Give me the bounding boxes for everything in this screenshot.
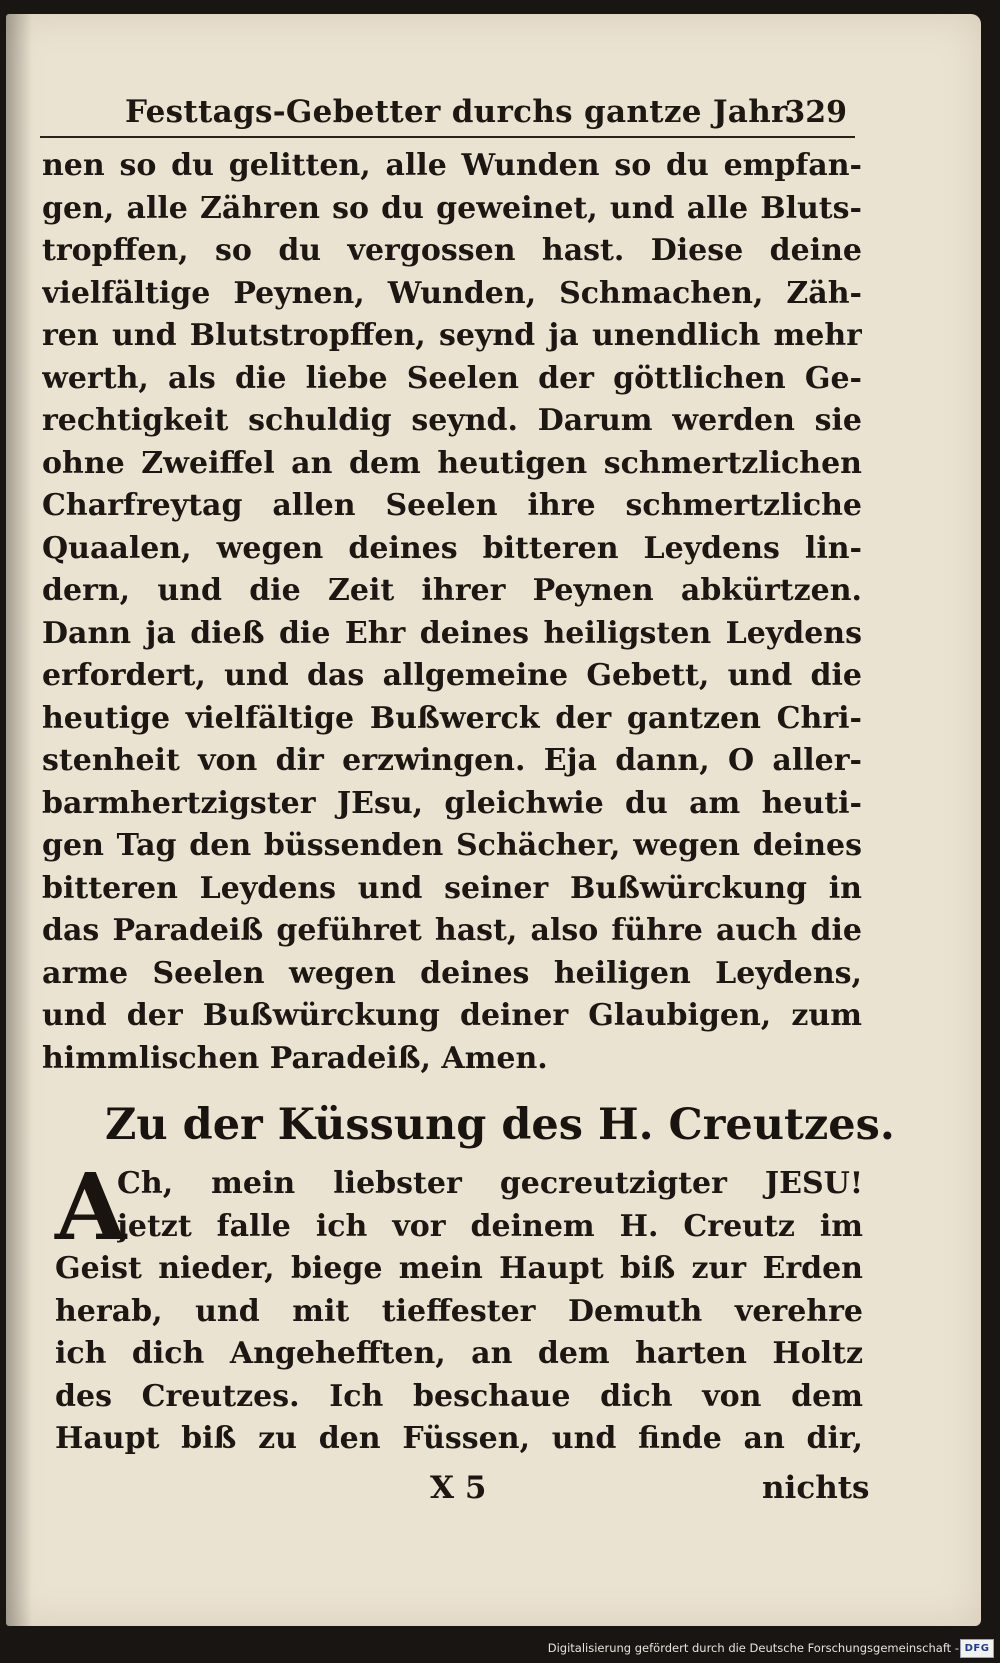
text-line: und der Bußwürckung deiner Glaubigen, zum bbox=[42, 998, 862, 1033]
text-line: tropffen, so du vergossen hast. Diese deine bbox=[42, 233, 862, 268]
text-line: Dann ja dieß die Ehr deines heiligsten Leydens bbox=[42, 615, 862, 651]
text-line: Haupt biß zu den Füssen, und finde an dir, bbox=[55, 1421, 863, 1456]
text-line: barmhertzigster JEsu, gleichwie du am heuti- bbox=[42, 785, 862, 821]
page-number: 329 bbox=[784, 95, 847, 130]
header-rule bbox=[40, 136, 855, 138]
text-line: Geist nieder, biege mein Haupt biß zur Erden bbox=[55, 1251, 863, 1286]
signature-mark: X 5 bbox=[430, 1470, 487, 1506]
digitization-credit: Digitalisierung gefördert durch die Deutsche Forschungsgemeinschaft - bbox=[547, 1641, 959, 1655]
text-line: stenheit von dir erzwingen. Eja dann, O aller- bbox=[42, 743, 862, 778]
text-line: bitteren Leydens und seiner Bußwürckung in bbox=[42, 870, 862, 906]
catchword: nichts bbox=[762, 1470, 870, 1506]
text-line: herab, und mit tieffester Demuth verehre bbox=[55, 1293, 863, 1329]
text-line: himmlischen Paradeiß, Amen. bbox=[42, 1040, 548, 1076]
text-line: das Paradeiß geführet hast, also führe auch die bbox=[42, 913, 862, 948]
page-gutter-shadow bbox=[6, 14, 32, 1626]
text-line: ich dich Angehefften, an dem harten Holtz bbox=[55, 1336, 863, 1371]
prayer-paragraph bbox=[55, 1153, 863, 1461]
text-line: jetzt falle ich vor deinem H. Creutz im bbox=[117, 1208, 863, 1244]
text-line: arme Seelen wegen deines heiligen Leydens, bbox=[42, 955, 862, 991]
text-line: erfordert, und das allgemeine Gebett, und die bbox=[42, 658, 862, 693]
text-line: des Creutzes. Ich beschaue dich von dem bbox=[55, 1378, 863, 1414]
text-line: ohne Zweiffel an dem heutigen schmertzlichen bbox=[42, 445, 862, 481]
text-line: werth, als die liebe Seelen der göttlichen Ge- bbox=[42, 360, 862, 396]
text-line: heutige vielfältige Bußwerck der gantzen Chri- bbox=[42, 700, 862, 736]
dfg-logo[interactable]: DFG bbox=[960, 1639, 994, 1658]
body-text bbox=[42, 145, 862, 1080]
text-line: Quaalen, wegen deines bitteren Leydens lin- bbox=[42, 530, 862, 566]
text-line: nen so du gelitten, alle Wunden so du empfan- bbox=[42, 148, 862, 183]
text-line: Ch, mein liebster gecreutzigter JESU! bbox=[117, 1166, 863, 1201]
drop-cap: A bbox=[55, 1153, 127, 1261]
text-line: Charfreytag allen Seelen ihre schmertzliche bbox=[42, 488, 862, 523]
running-title: Festtags-Gebetter durchs gantze Jahr. bbox=[125, 94, 796, 130]
text-line: ren und Blutstropffen, seynd ja unendlich mehr bbox=[42, 318, 862, 353]
text-line: dern, und die Zeit ihrer Peynen abkürtzen. bbox=[42, 573, 862, 608]
section-heading: Zu der Küssung des H. Creutzes. bbox=[105, 1100, 895, 1150]
text-line: vielfältige Peynen, Wunden, Schmachen, Zäh- bbox=[42, 275, 862, 311]
text-line: rechtigkeit schuldig seynd. Darum werden sie bbox=[42, 403, 862, 438]
text-line: gen, alle Zähren so du geweinet, und alle Bluts- bbox=[42, 190, 862, 226]
text-line: gen Tag den büssenden Schächer, wegen deines bbox=[42, 828, 862, 863]
page-header bbox=[40, 88, 855, 140]
